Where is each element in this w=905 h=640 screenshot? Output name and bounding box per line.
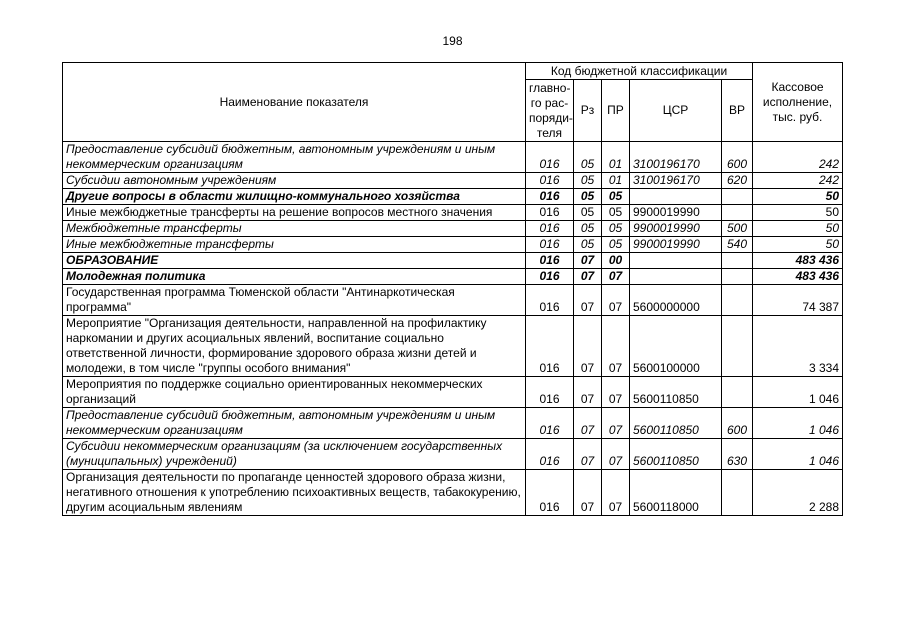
cell-rz: 07 [574, 470, 602, 516]
cell-amount: 50 [753, 205, 843, 221]
cell-glavny: 016 [526, 253, 574, 269]
cell-name: Мероприятия по поддержке социально ориентированных некоммерческих организаций [63, 377, 526, 408]
cell-glavny: 016 [526, 173, 574, 189]
cell-amount: 50 [753, 189, 843, 205]
cell-vr [722, 285, 753, 316]
cell-name: Другие вопросы в области жилищно-коммунального хозяйства [63, 189, 526, 205]
header-amount [753, 63, 843, 142]
cell-vr: 600 [722, 408, 753, 439]
header-vr: ВР [722, 80, 753, 142]
cell-name: Иные межбюджетные трансферты на решение вопросов местного значения [63, 205, 526, 221]
cell-name: Организация деятельности по пропаганде ценностей здорового образа жизни, негативного отношения к употреблению психоактивных веществ, табакокурению, другим асоциальным явлениям [63, 470, 526, 516]
cell-rz: 07 [574, 377, 602, 408]
cell-pr: 07 [602, 316, 630, 377]
cell-vr [722, 189, 753, 205]
cell-vr: 630 [722, 439, 753, 470]
cell-glavny: 016 [526, 269, 574, 285]
cell-pr: 07 [602, 285, 630, 316]
cell-name: Предоставление субсидий бюджетным, автономным учреждениям и иным некоммерческим организациям [63, 142, 526, 173]
cell-name: Межбюджетные трансферты [63, 221, 526, 237]
header-glavny [526, 80, 574, 142]
cell-rz: 07 [574, 316, 602, 377]
cell-csr: 5600110850 [630, 377, 722, 408]
cell-csr: 9900019990 [630, 237, 722, 253]
cell-pr: 07 [602, 377, 630, 408]
cell-vr: 500 [722, 221, 753, 237]
cell-pr: 07 [602, 439, 630, 470]
cell-pr: 07 [602, 470, 630, 516]
table-row [63, 439, 843, 470]
cell-name: Иные межбюджетные трансферты [63, 237, 526, 253]
cell-glavny: 016 [526, 189, 574, 205]
cell-pr: 07 [602, 408, 630, 439]
cell-glavny: 016 [526, 205, 574, 221]
cell-glavny: 016 [526, 285, 574, 316]
cell-pr: 05 [602, 221, 630, 237]
cell-pr: 05 [602, 205, 630, 221]
table-row [63, 189, 843, 205]
cell-name: Субсидии некоммерческим организациям (за исключением государственных (муниципальных) учреждений) [63, 439, 526, 470]
table-row [63, 173, 843, 189]
table-row [63, 237, 843, 253]
table-row [63, 408, 843, 439]
cell-vr [722, 470, 753, 516]
cell-pr: 05 [602, 189, 630, 205]
table-row [63, 285, 843, 316]
cell-csr: 9900019990 [630, 221, 722, 237]
cell-csr: 5600110850 [630, 439, 722, 470]
cell-vr [722, 253, 753, 269]
cell-glavny: 016 [526, 470, 574, 516]
cell-rz: 05 [574, 173, 602, 189]
cell-amount: 2 288 [753, 470, 843, 516]
table-row [63, 253, 843, 269]
cell-pr: 05 [602, 237, 630, 253]
cell-glavny: 016 [526, 316, 574, 377]
cell-vr [722, 205, 753, 221]
cell-amount: 1 046 [753, 439, 843, 470]
cell-csr [630, 269, 722, 285]
cell-glavny: 016 [526, 377, 574, 408]
cell-csr: 3100196170 [630, 173, 722, 189]
cell-amount: 50 [753, 237, 843, 253]
cell-rz: 05 [574, 142, 602, 173]
cell-name: Субсидии автономным учреждениям [63, 173, 526, 189]
cell-name: Предоставление субсидий бюджетным, автономным учреждениям и иным некоммерческим организациям [63, 408, 526, 439]
header-code-group: Код бюджетной классификации [526, 63, 753, 80]
cell-amount: 242 [753, 173, 843, 189]
cell-name: Государственная программа Тюменской области "Антинаркотическая программа" [63, 285, 526, 316]
cell-csr [630, 253, 722, 269]
table-row [63, 377, 843, 408]
cell-rz: 07 [574, 439, 602, 470]
table-row [63, 470, 843, 516]
table-row [63, 221, 843, 237]
header-pr: ПР [602, 80, 630, 142]
cell-csr: 9900019990 [630, 205, 722, 221]
cell-rz: 07 [574, 285, 602, 316]
table-row [63, 269, 843, 285]
cell-name: Мероприятие "Организация деятельности, направленной на профилактику наркомании и других асоциальных явлений, воспитание социально ответственной личности, формирование здорового образа жизни детей и молодежи, в том числе "группы особого внимания" [63, 316, 526, 377]
table-row [63, 142, 843, 173]
cell-amount: 242 [753, 142, 843, 173]
cell-rz: 05 [574, 221, 602, 237]
cell-rz: 07 [574, 408, 602, 439]
cell-amount: 3 334 [753, 316, 843, 377]
cell-amount: 483 436 [753, 269, 843, 285]
table-row [63, 316, 843, 377]
cell-vr [722, 377, 753, 408]
cell-pr: 01 [602, 173, 630, 189]
cell-amount: 1 046 [753, 408, 843, 439]
cell-amount: 483 436 [753, 253, 843, 269]
cell-name: Молодежная политика [63, 269, 526, 285]
cell-name: ОБРАЗОВАНИЕ [63, 253, 526, 269]
cell-csr: 3100196170 [630, 142, 722, 173]
cell-rz: 07 [574, 253, 602, 269]
table-row [63, 205, 843, 221]
header-rz: Рз [574, 80, 602, 142]
cell-csr [630, 189, 722, 205]
cell-vr: 540 [722, 237, 753, 253]
cell-csr: 5600000000 [630, 285, 722, 316]
cell-amount: 74 387 [753, 285, 843, 316]
cell-glavny: 016 [526, 439, 574, 470]
cell-glavny: 016 [526, 237, 574, 253]
cell-csr: 5600110850 [630, 408, 722, 439]
budget-table [62, 62, 843, 516]
cell-csr: 5600100000 [630, 316, 722, 377]
cell-vr [722, 269, 753, 285]
cell-pr: 00 [602, 253, 630, 269]
cell-rz: 05 [574, 237, 602, 253]
page-number: 198 [442, 34, 463, 48]
cell-rz: 05 [574, 189, 602, 205]
cell-pr: 01 [602, 142, 630, 173]
cell-glavny: 016 [526, 221, 574, 237]
header-name-column: Наименование показателя [63, 63, 526, 142]
header-amount-text: Кассовое исполнение, тыс. руб. [762, 79, 833, 124]
cell-rz: 07 [574, 269, 602, 285]
cell-rz: 05 [574, 205, 602, 221]
cell-amount: 50 [753, 221, 843, 237]
cell-pr: 07 [602, 269, 630, 285]
cell-vr: 620 [722, 173, 753, 189]
cell-glavny: 016 [526, 142, 574, 173]
cell-csr: 5600118000 [630, 470, 722, 516]
header-glavny-text: главно- го рас- поряди- теля [529, 80, 573, 140]
cell-amount: 1 046 [753, 377, 843, 408]
cell-vr [722, 316, 753, 377]
header-csr: ЦСР [630, 80, 722, 142]
cell-vr: 600 [722, 142, 753, 173]
cell-glavny: 016 [526, 408, 574, 439]
